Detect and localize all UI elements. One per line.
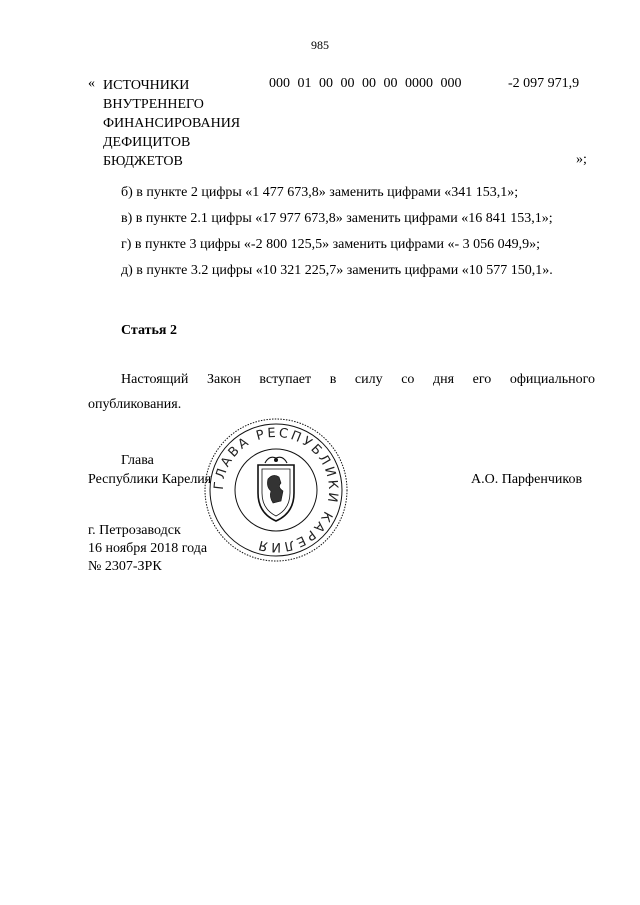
amendment-d: д) в пункте 3.2 цифры «10 321 225,7» заменить цифрами «10 577 150,1». [121, 263, 553, 278]
close-quote: »; [576, 152, 587, 167]
financing-table-row [88, 76, 598, 169]
page-number: 985 [311, 38, 329, 52]
coat-of-arms-icon [258, 457, 294, 521]
row-amount: -2 097 971,9 [508, 76, 580, 91]
row-name [103, 76, 240, 171]
row-name-line: ФИНАНСИРОВАНИЯ [103, 116, 241, 131]
row-name-line: ДЕФИЦИТОВ [103, 135, 191, 150]
row-name-line: ВНУТРЕННЕГО [103, 97, 204, 112]
amendment-v: в) в пункте 2.1 цифры «17 977 673,8» заменить цифрами «16 841 153,1»; [121, 211, 553, 226]
budget-code: 000 01 00 00 00 00 0000 000 [269, 76, 462, 91]
open-quote: « [88, 76, 95, 91]
signatory-name: А.О. Парфенчиков [471, 472, 583, 487]
row-name-line: ИСТОЧНИКИ [103, 78, 190, 93]
article-heading: Статья 2 [121, 323, 177, 338]
signing-city: г. Петрозаводск [88, 523, 181, 538]
seal-text: ГЛАВА РЕСПУБЛИКИ КАРЕЛИЯ [211, 425, 341, 555]
row-name-line: БЮДЖЕТОВ [103, 154, 183, 169]
article-paragraph [88, 367, 595, 417]
amendment-b: б) в пункте 2 цифры «1 477 673,8» заменить цифрами «341 153,1»; [121, 185, 519, 200]
article-text-line: Настоящий Закон вступает в силу со дня его официального [121, 372, 595, 387]
article-text-line: опубликования. [88, 397, 182, 412]
signature-title-line1: Глава [121, 453, 154, 468]
signing-date: 16 ноября 2018 года [88, 541, 208, 556]
signature-title-line2: Республики Карелия [88, 472, 212, 487]
law-number: № 2307-ЗРК [88, 559, 162, 574]
amendment-g: г) в пункте 3 цифры «-2 800 125,5» заменить цифрами «- 3 056 049,9»; [121, 237, 541, 252]
official-seal [203, 417, 349, 563]
